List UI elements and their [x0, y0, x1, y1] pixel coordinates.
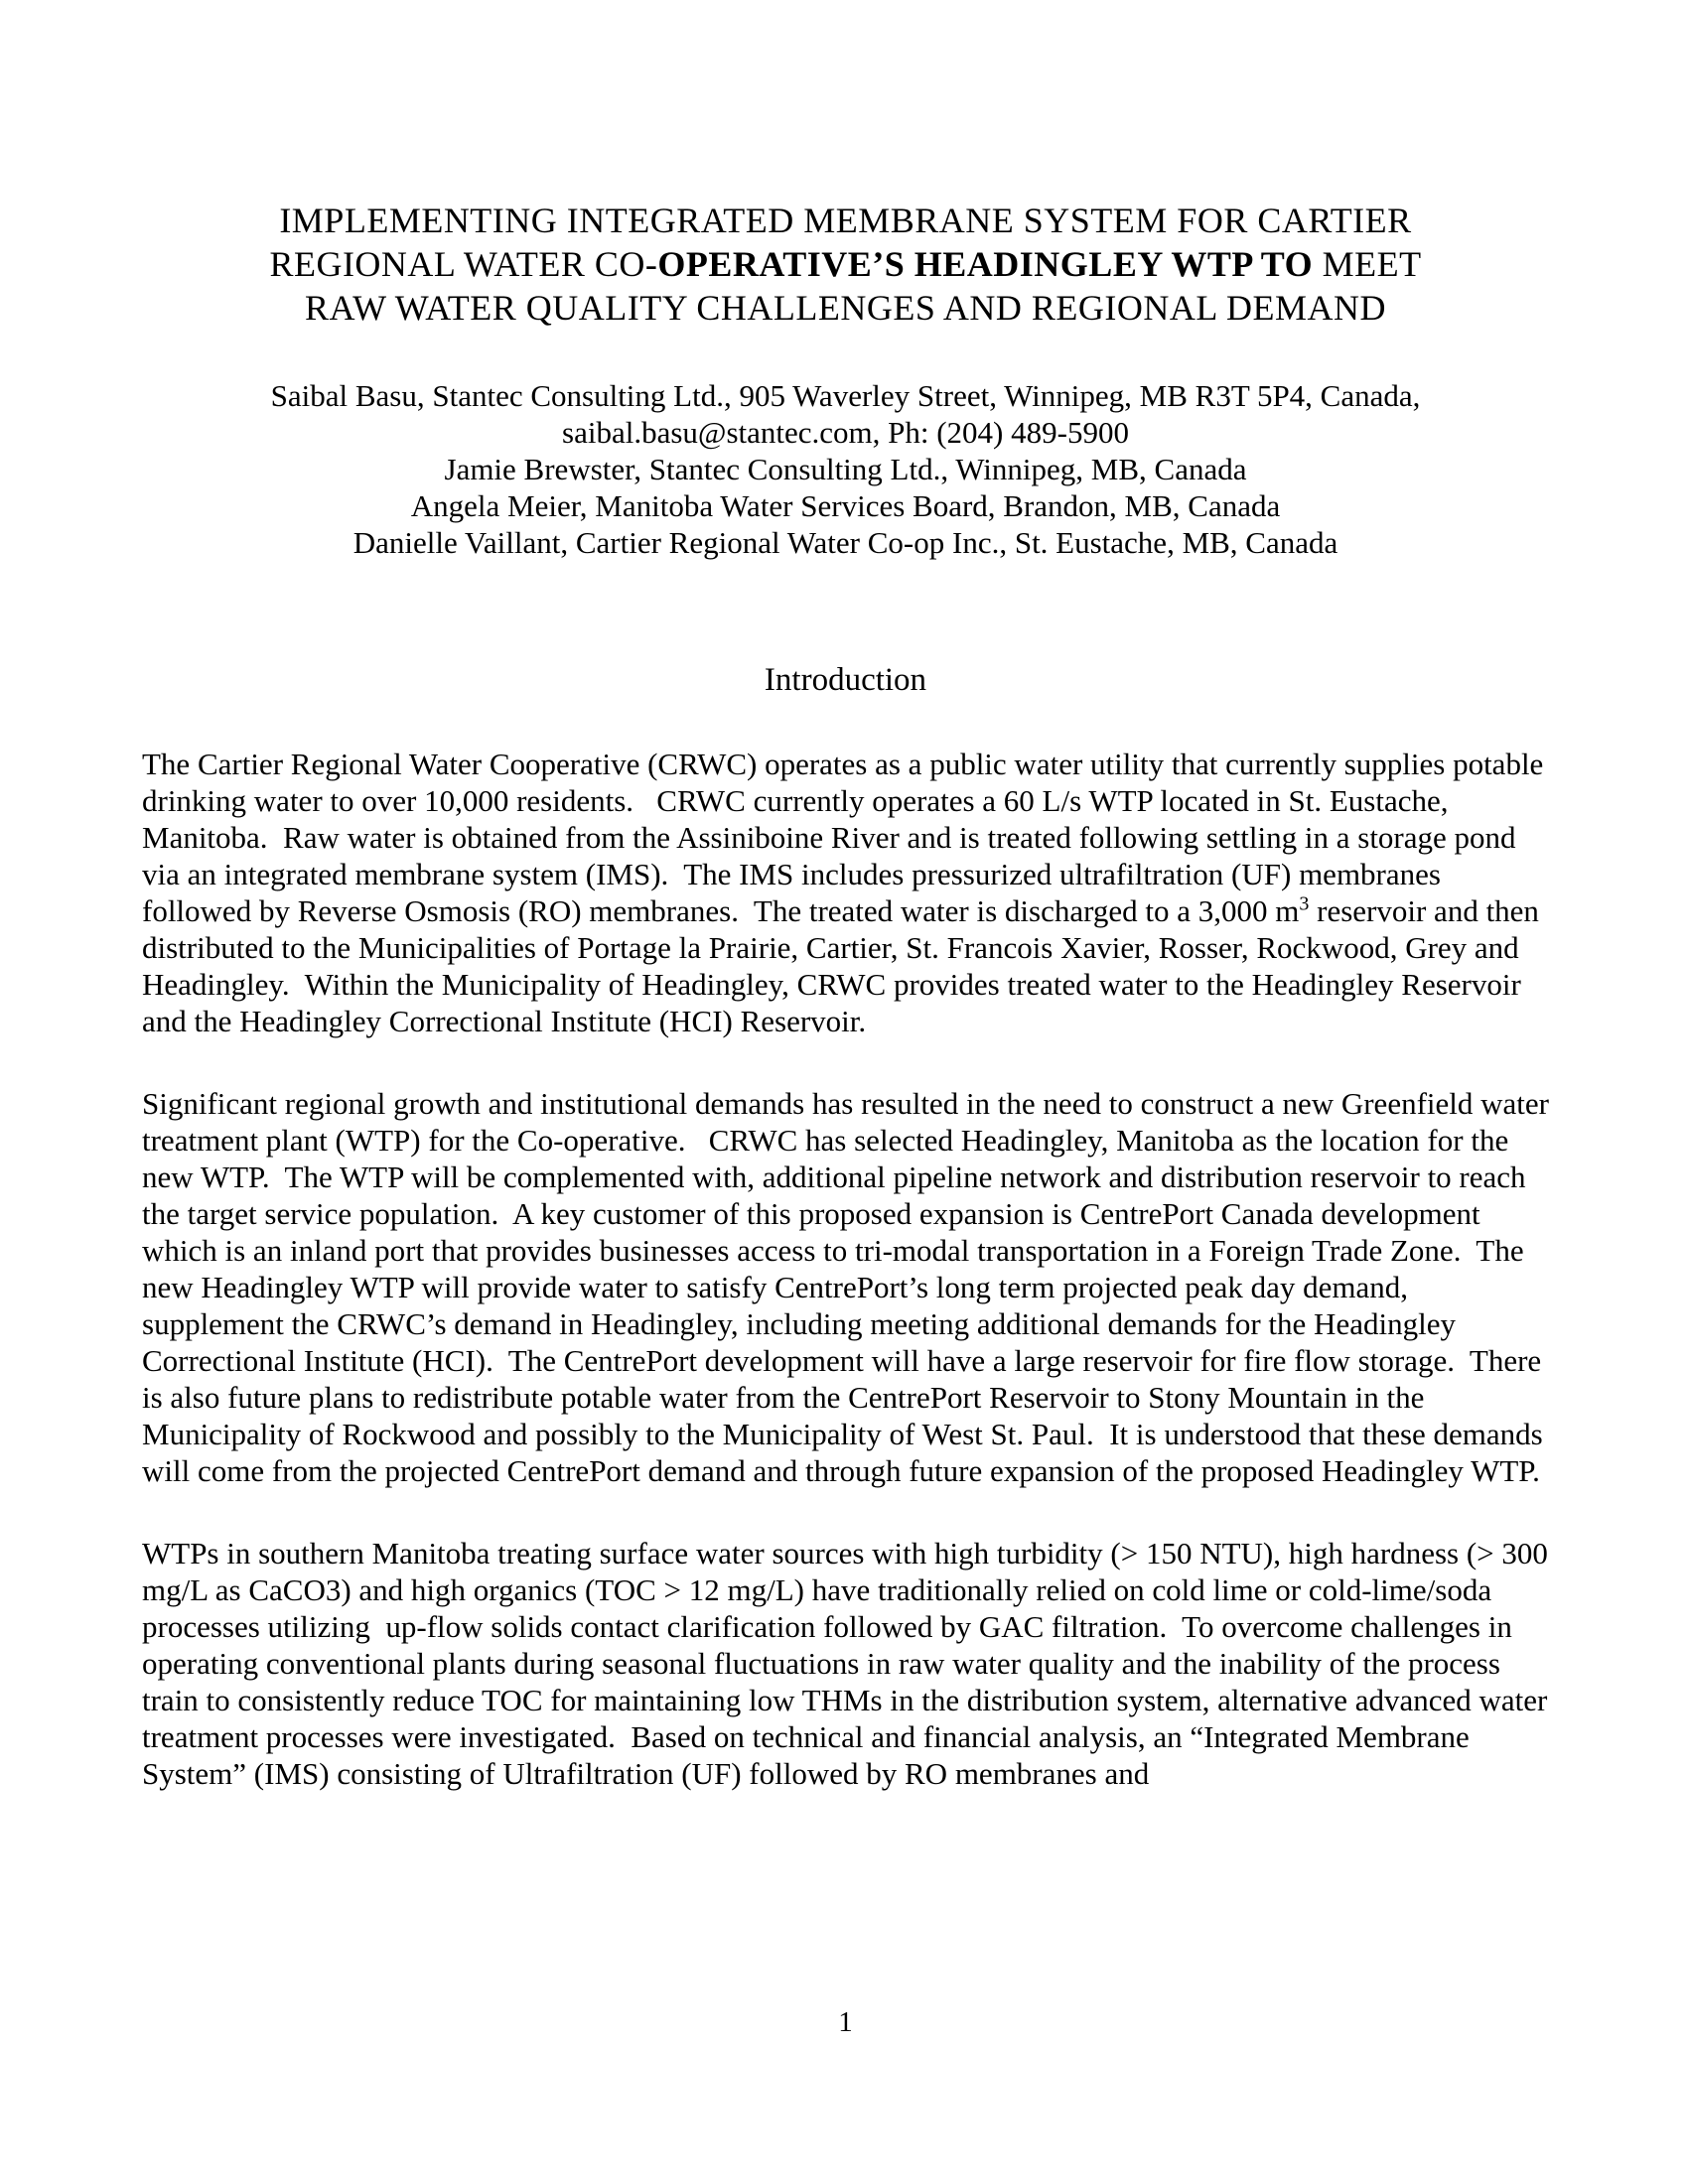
- intro-paragraph-3: WTPs in southern Manitoba treating surface water sources with high turbidity (> 150 NTU), high hardness (> 300 mg/L as CaCO3) and high organics (TOC > 12 mg/L) have traditionally relied on cold lime or cold-lime/soda processes utilizing up-flow solids contact clarification followed by GAC filtration. To overcome challenges in operating conventional plants during seasonal fluctuations in raw water quality and the inability of the process train to consistently reduce TOC for maintaining low THMs in the distribution system, alternative advanced water treatment processes were investigated. Based on technical and financial analysis, an “Integrated Membrane System” (IMS) consisting of Ultrafiltration (UF) followed by RO membranes and: [142, 1536, 1556, 1791]
- author-contact-line: saibal.basu@stantec.com, Ph: (204) 489-5900: [562, 415, 1129, 450]
- paper-title: [142, 199, 1549, 330]
- author-line: Saibal Basu, Stantec Consulting Ltd., 905 Waverley Street, Winnipeg, MB R3T 5P4, Canada,: [270, 378, 1421, 413]
- intro-paragraph-1: [142, 746, 1552, 1039]
- page-number: 1: [838, 2006, 853, 2038]
- paper-title-line-3: [142, 286, 1549, 330]
- author-line: Angela Meier, Manitoba Water Services Board, Brandon, MB, Canada: [410, 488, 1281, 523]
- paragraph-text: reservoir and then distributed to the Municipalities of Portage la Prairie, Cartier, St. Francois Xavier, Rosser, Rockwood, Grey and Headingley. Within the Municipality of Headingley, CRWC provides treated water to the Headingley Reservoir and the Headingley Correctional Institute (HCI) Reservoir.: [142, 893, 1547, 1038]
- intro-paragraph-2: Significant regional growth and institutional demands has resulted in the need to construct a new Greenfield water treatment plant (WTP) for the Co-operative. CRWC has selected Headingley, Manitoba as the location for the new WTP. The WTP will be complemented with, additional pipeline network and distribution reservoir to reach the target service population. A key customer of this proposed expansion is CentrePort Canada development which is an inland port that provides businesses access to tri-modal transportation in a Foreign Trade Zone. The new Headingley WTP will provide water to satisfy CentrePort’s long term projected peak day demand, supplement the CRWC’s demand in Headingley, including meeting additional demands for the Headingley Correctional Institute (HCI). The CentrePort development will have a large reservoir for fire flow storage. There is also future plans to redistribute potable water from the CentrePort Reservoir to Stony Mountain in the Municipality of Rockwood and possibly to the Municipality of West St. Paul. It is understood that these demands will come from the projected CentrePort demand and through future expansion of the proposed Headingley WTP.: [142, 1086, 1557, 1488]
- paragraph-text: The Cartier Regional Water Cooperative (CRWC) operates as a public water utility that currently supplies potable drinking water to over 10,000 residents. CRWC currently operates a 60 L/s WTP located in St. Eustache, Manitoba. Raw water is obtained from the Assiniboine River and is treated following settling in a storage pond via an integrated membrane system (IMS). The IMS includes pressurized ultrafiltration (UF) membranes followed by Reverse Osmosis (RO) membranes. The treated water is discharged to a 3,000 m: [142, 747, 1552, 928]
- title-text: REGIONAL WATER CO-: [269, 244, 658, 284]
- title-text: MEET: [1313, 244, 1422, 284]
- title-text: IMPLEMENTING INTEGRATED MEMBRANE SYSTEM FOR CARTIER: [279, 201, 1412, 240]
- title-text-bold: OPERATIVE’S HEADINGLEY WTP TO: [657, 244, 1314, 284]
- author-line: Jamie Brewster, Stantec Consulting Ltd., Winnipeg, MB, Canada: [444, 452, 1247, 486]
- title-text: RAW WATER QUALITY CHALLENGES AND REGIONAL DEMAND: [304, 288, 1387, 328]
- author-line: Danielle Vaillant, Cartier Regional Water Co-op Inc., St. Eustache, MB, Canada: [352, 525, 1338, 560]
- superscript-3: 3: [1299, 892, 1310, 915]
- paper-title-line-1: [142, 199, 1549, 242]
- author-block: [142, 377, 1549, 561]
- paper-title-line-2: [142, 242, 1549, 286]
- section-heading-introduction: Introduction: [764, 662, 927, 698]
